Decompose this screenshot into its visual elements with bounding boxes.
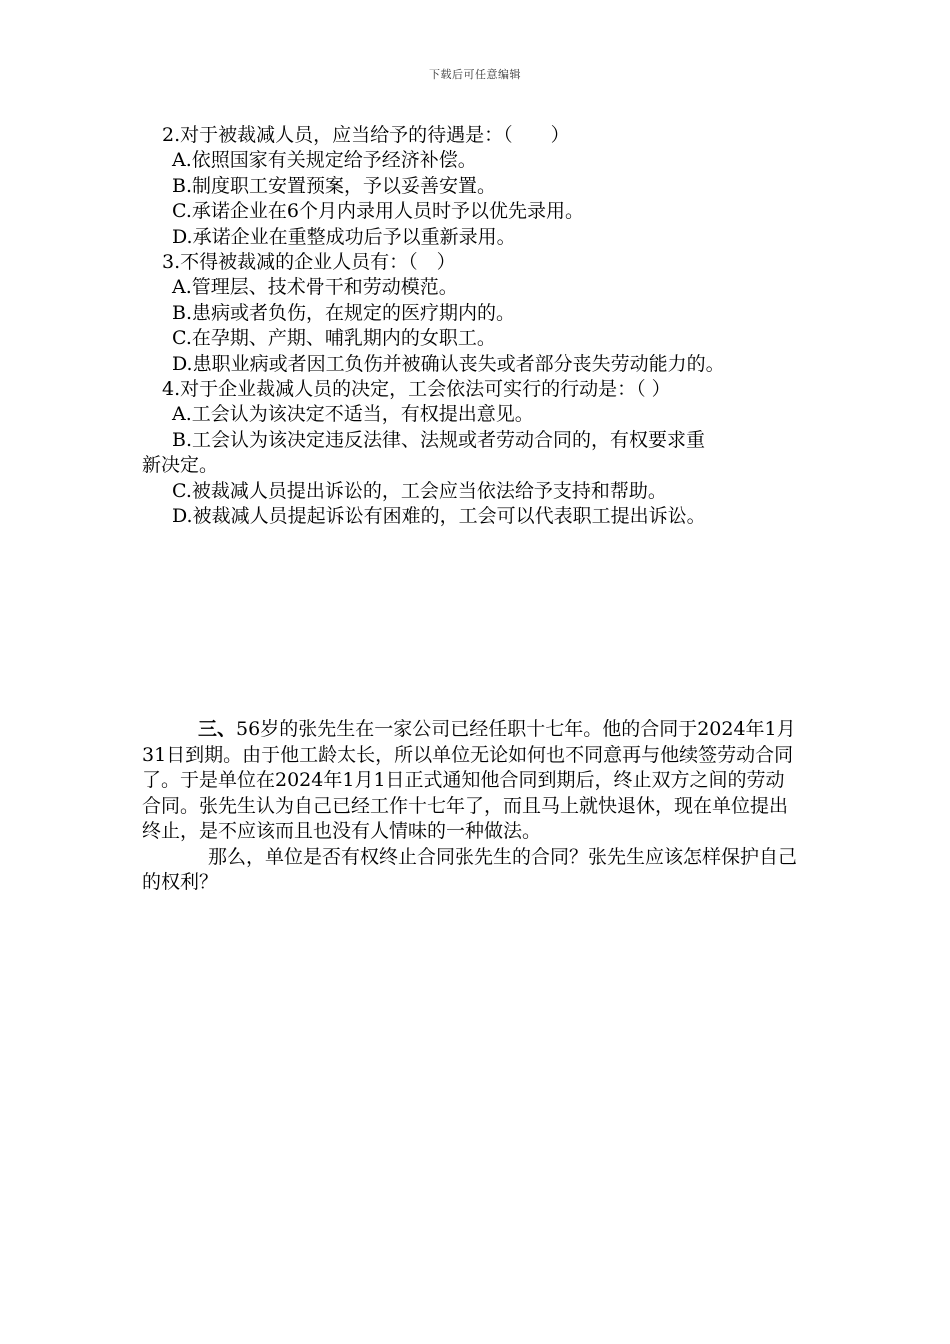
question-stem: 4.对于企业裁减人员的决定，工会依法可实行的行动是：（ ）: [162, 378, 671, 401]
question-option-continuation: 新决定。: [142, 454, 219, 477]
question-option: B.制度职工安置预案，予以妥善安置。: [172, 174, 497, 197]
case-paragraph-1-text: 56岁的张先生在一家公司已经任职十七年。他的合同于2024年1月31日到期。由于他工龄太长，所以单位无论如何也不同意再与他续签劳动合同了。于是单位在2024年1月1日正式通知他合同到期后，终止双方之间的劳动合同。张先生认为自己已经工作十七年了，而且马上就快退休，现在单位提出终止，是不应该而且也没有人情味的一种做法。: [142, 718, 796, 842]
case-heading: 三、: [198, 718, 237, 740]
question-option: A.工会认为该决定不适当，有权提出意见。: [172, 403, 534, 426]
case-paragraph-1: [142, 717, 802, 845]
question-stem: 3.不得被裁减的企业人员有：（ ）: [162, 251, 456, 274]
question-option: C.承诺企业在6个月内录用人员时予以优先录用。: [172, 200, 584, 223]
question-option: D.被裁减人员提起诉讼有困难的，工会可以代表职工提出诉讼。: [172, 505, 706, 528]
question-option: C.在孕期、产期、哺乳期内的女职工。: [172, 327, 496, 350]
question-option: D.患职业病或者因工负伤并被确认丧失或者部分丧失劳动能力的。: [172, 352, 725, 375]
case-study: [142, 717, 802, 896]
question-option: B.工会认为该决定违反法律、法规或者劳动合同的，有权要求重: [172, 428, 706, 451]
question-option: A.依照国家有关规定给予经济补偿。: [172, 149, 477, 172]
page-header: 下载后可任意编辑: [429, 68, 521, 81]
question-option: D.承诺企业在重整成功后予以重新录用。: [172, 225, 516, 248]
question-option: C.被裁减人员提出诉讼的，工会应当依法给予支持和帮助。: [172, 479, 667, 502]
question-option: A.管理层、技术骨干和劳动模范。: [172, 276, 458, 299]
question-option: B.患病或者负伤，在规定的医疗期内的。: [172, 301, 516, 324]
quiz-section: [142, 123, 822, 530]
question-stem: 2.对于被裁减人员，应当给予的待遇是：（ ）: [162, 124, 570, 146]
case-paragraph-2: 那么，单位是否有权终止合同张先生的合同？张先生应该怎样保护自己的权利？: [142, 845, 798, 893]
